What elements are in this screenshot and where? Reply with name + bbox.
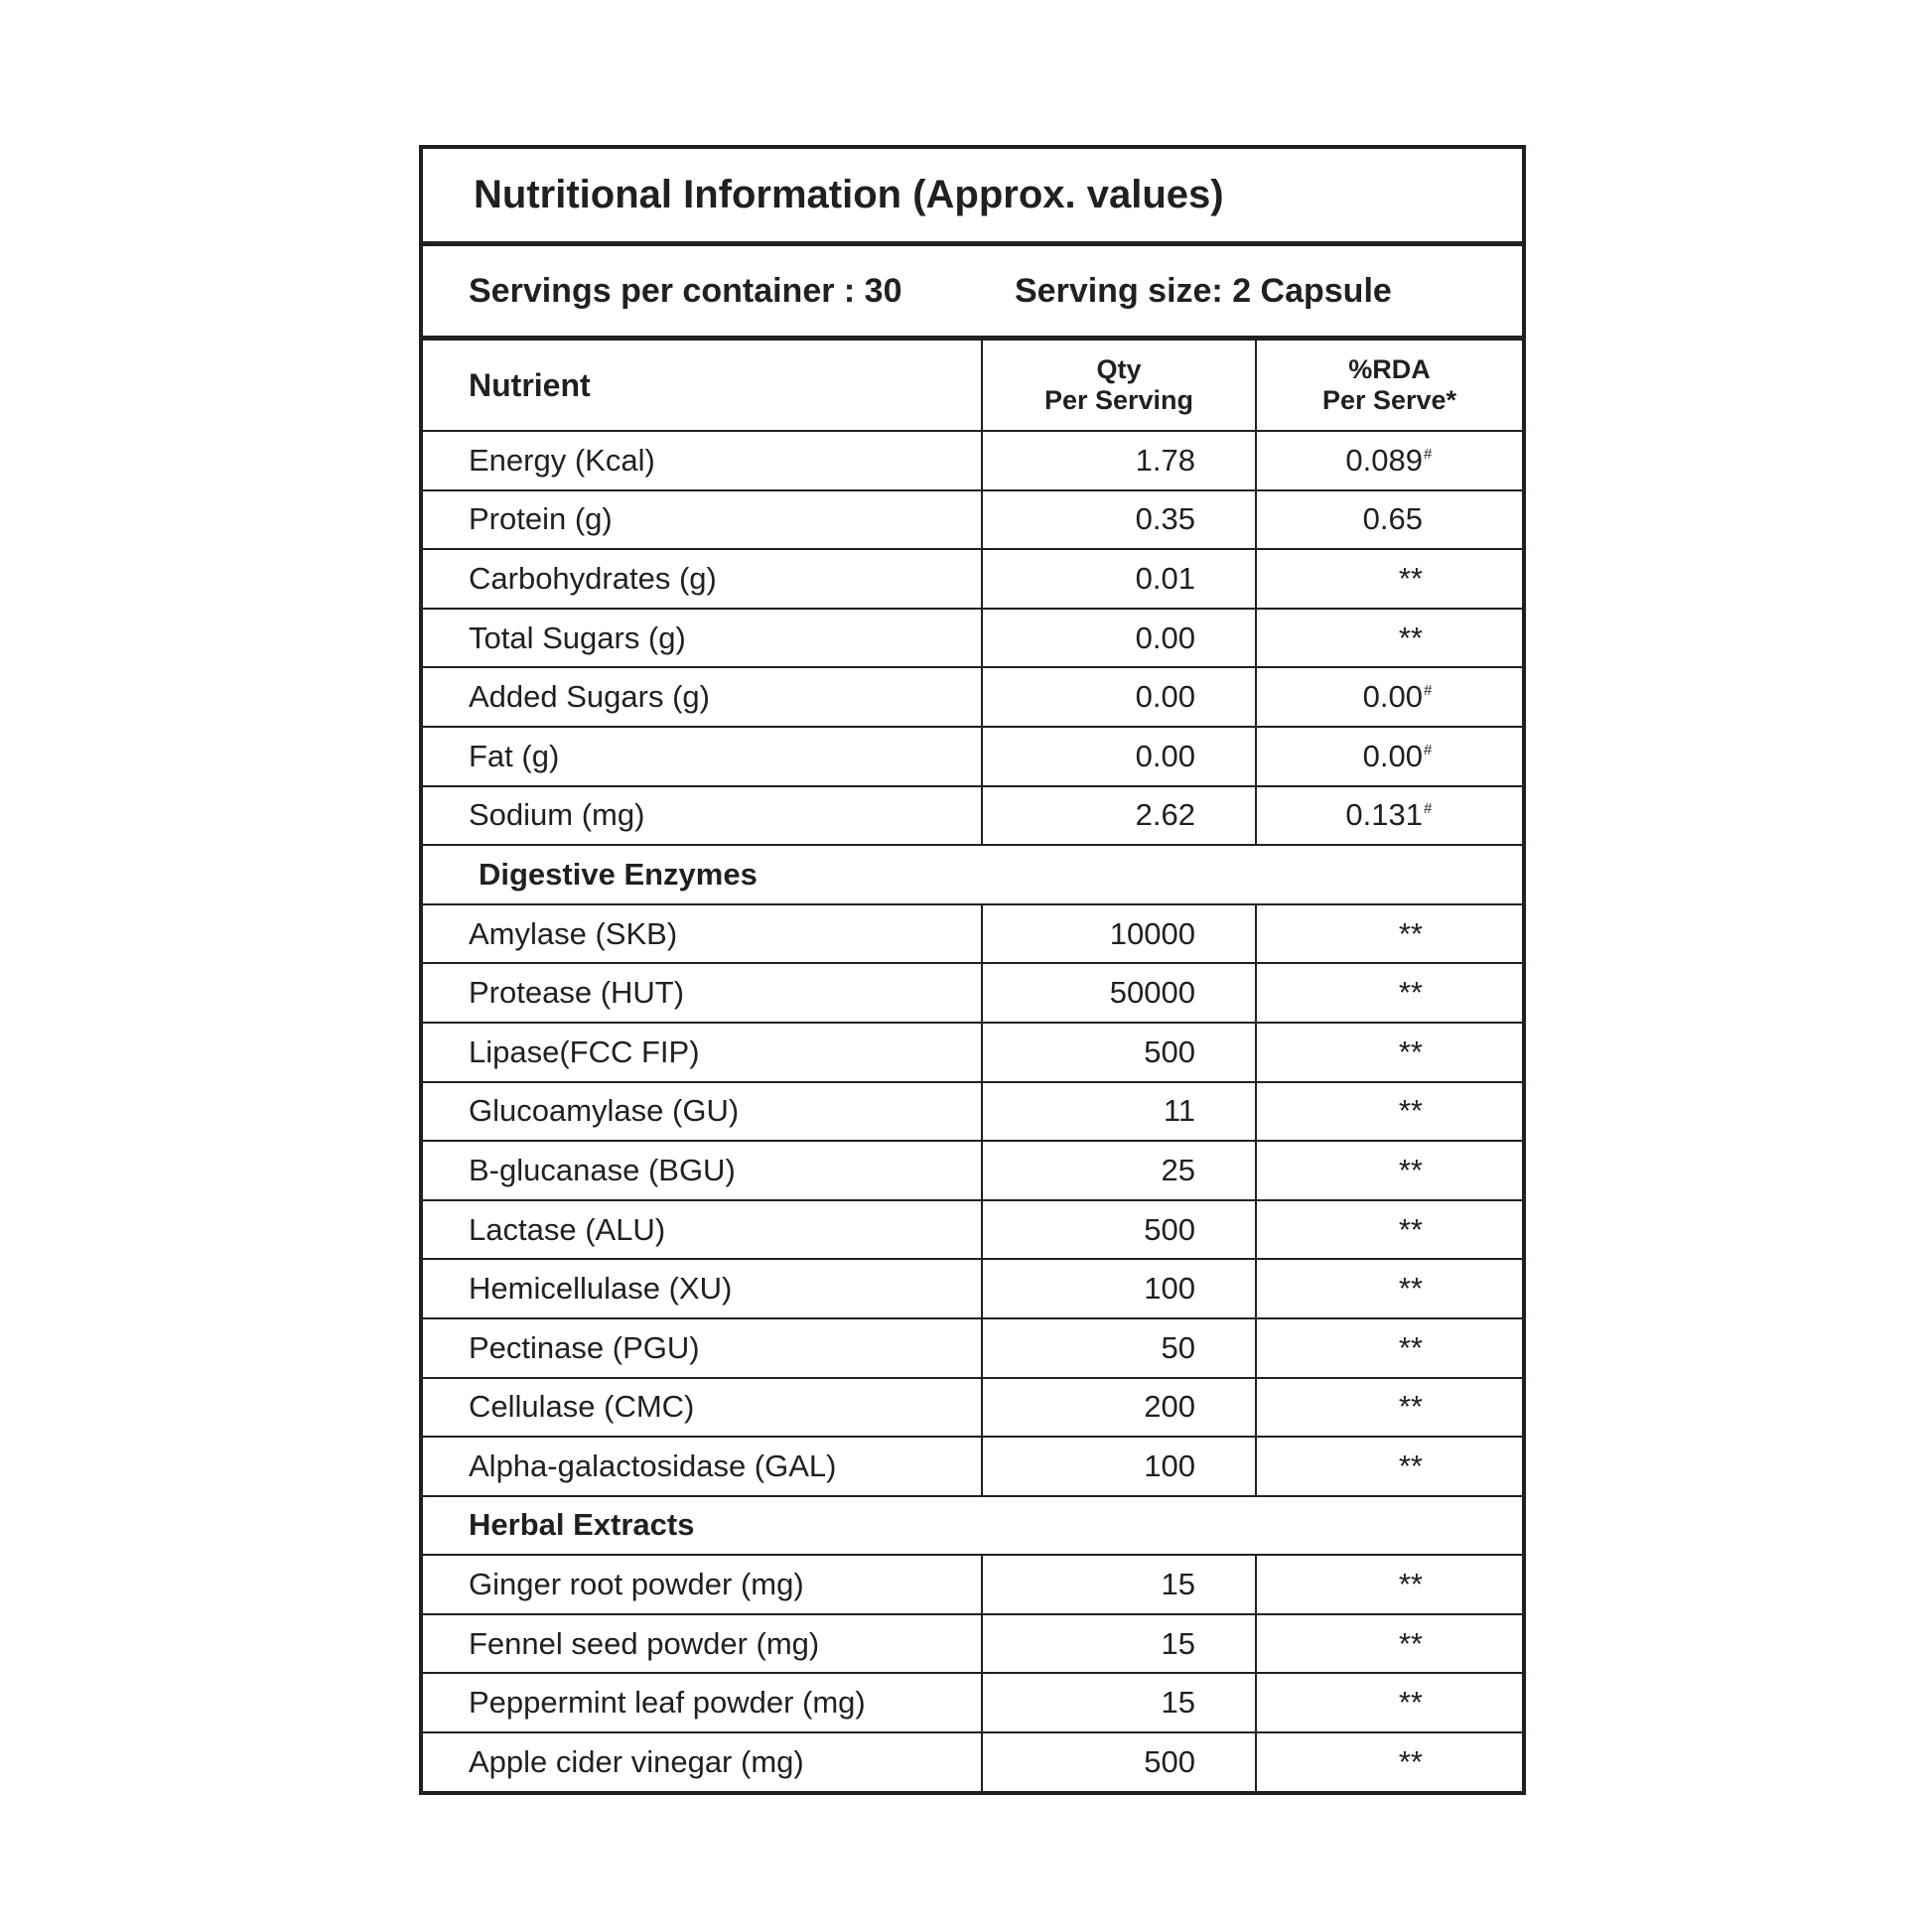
table-row [423,963,1522,1023]
rda-cell [1256,1318,1522,1378]
rda-cell [1256,1023,1522,1082]
rda-cell [1256,1082,1522,1142]
rda-cell [1256,431,1522,490]
qty-value: 11 [982,1082,1256,1142]
qty-value: 100 [982,1437,1256,1496]
nutrition-label [419,145,1526,1795]
table-row [423,1141,1522,1200]
header-rda-line2: Per Serve* [1321,385,1457,415]
table-row [423,1023,1522,1082]
table-row [423,1378,1522,1438]
qty-value: 1.78 [982,431,1256,490]
rda-cell [1256,727,1522,786]
rda-cell [1256,963,1522,1023]
qty-value: 15 [982,1673,1256,1732]
rda-cell [1256,1614,1522,1674]
rda-cell [1256,1259,1522,1318]
table-row [423,609,1522,668]
header-rda-per-serve [1256,341,1522,431]
table-row [423,1673,1522,1732]
rda-value: ** [1398,1448,1423,1483]
nutrient-name: Hemicellulase (XU) [423,1259,982,1318]
rda-cell [1256,786,1522,846]
table-row [423,549,1522,609]
qty-value: 200 [982,1378,1256,1438]
table-row [423,727,1522,786]
qty-value: 500 [982,1732,1256,1792]
qty-value: 50000 [982,963,1256,1023]
rda-value: ** [1398,1685,1423,1721]
table-row [423,904,1522,964]
rda-value: ** [1398,560,1423,596]
rda-value: 0.65 [1362,501,1423,537]
rda-cell [1256,904,1522,964]
rda-value: ** [1398,1744,1423,1780]
table-row [423,1259,1522,1318]
rda-value: ** [1398,620,1423,655]
rda-value: 0.00 [1362,738,1423,773]
rda-value: 0.089 [1345,442,1423,478]
qty-value: 500 [982,1200,1256,1260]
rda-value: ** [1398,1093,1423,1129]
section-digestive-enzymes [423,845,1522,904]
nutrient-name: Fat (g) [423,727,982,786]
nutrient-name: Protein (g) [423,490,982,550]
section-herbal-extracts-title: Herbal Extracts [423,1496,1522,1556]
qty-value: 0.00 [982,609,1256,668]
rda-cell [1256,490,1522,550]
qty-value: 0.01 [982,549,1256,609]
header-qty-line2: Per Serving [1043,385,1194,415]
rda-value: ** [1398,1389,1423,1425]
nutrient-name: Added Sugars (g) [423,667,982,727]
nutrient-name: Ginger root powder (mg) [423,1555,982,1614]
nutrient-name: Alpha-galactosidase (GAL) [423,1437,982,1496]
nutrient-name: Total Sugars (g) [423,609,982,668]
nutrient-name: Carbohydrates (g) [423,549,982,609]
nutrient-name: Energy (Kcal) [423,431,982,490]
rda-cell [1256,1732,1522,1792]
rda-cell [1256,1555,1522,1614]
section-digestive-enzymes-title: Digestive Enzymes [423,845,1522,904]
nutrient-table [423,341,1522,1792]
qty-value: 15 [982,1614,1256,1674]
rda-value: ** [1398,975,1423,1011]
table-row [423,1732,1522,1792]
table-row [423,490,1522,550]
rda-value: ** [1398,1271,1423,1307]
table-row [423,1318,1522,1378]
rda-value: ** [1398,915,1423,951]
nutrient-name: B-glucanase (BGU) [423,1141,982,1200]
table-row [423,786,1522,846]
table-row [423,1437,1522,1496]
rda-footnote-mark: # [1424,741,1433,759]
rda-cell [1256,549,1522,609]
rda-value: 0.131 [1345,797,1423,833]
rda-cell [1256,1200,1522,1260]
section-herbal-extracts [423,1496,1522,1556]
table-row [423,667,1522,727]
nutrient-name: Sodium (mg) [423,786,982,846]
table-row [423,431,1522,490]
nutrient-name: Amylase (SKB) [423,904,982,964]
table-row [423,1614,1522,1674]
rda-value: ** [1398,1625,1423,1661]
nutrient-name: Pectinase (PGU) [423,1318,982,1378]
nutrient-name: Protease (HUT) [423,963,982,1023]
rda-value: ** [1398,1329,1423,1365]
table-row [423,1555,1522,1614]
table-row [423,1082,1522,1142]
rda-cell [1256,1437,1522,1496]
rda-cell [1256,1378,1522,1438]
rda-cell [1256,667,1522,727]
rda-footnote-mark: # [1424,682,1433,700]
qty-value: 25 [982,1141,1256,1200]
nutrient-name: Apple cider vinegar (mg) [469,1744,804,1780]
rda-cell [1256,1673,1522,1732]
qty-value: 10000 [982,904,1256,964]
label-title: Nutritional Information (Approx. values) [474,173,1224,216]
label-title-row [423,149,1522,246]
qty-value: 0.00 [982,667,1256,727]
table-row [423,1200,1522,1260]
rda-footnote-mark: # [1424,445,1433,463]
header-rda-line1: %RDA [1348,354,1431,384]
serving-info-row [423,246,1522,341]
rda-cell [1256,1141,1522,1200]
header-qty-line1: Qty [1096,354,1142,384]
nutrient-name: Fennel seed powder (mg) [423,1614,982,1674]
qty-value: 50 [982,1318,1256,1378]
qty-value: 15 [982,1555,1256,1614]
header-nutrient: Nutrient [423,341,982,431]
qty-value: 100 [982,1259,1256,1318]
qty-value: 0.00 [982,727,1256,786]
qty-value: 0.35 [982,490,1256,550]
rda-value: ** [1398,1152,1423,1187]
serving-size: Serving size: 2 Capsule [1015,271,1392,310]
rda-footnote-mark: # [1424,800,1433,818]
qty-value: 2.62 [982,786,1256,846]
servings-per-container: Servings per container : 30 [469,271,902,310]
qty-value: 500 [982,1023,1256,1082]
nutrient-name: Glucoamylase (GU) [423,1082,982,1142]
nutrient-name: Lipase(FCC FIP) [423,1023,982,1082]
nutrient-name: Cellulase (CMC) [423,1378,982,1438]
nutrient-name: Lactase (ALU) [423,1200,982,1260]
header-qty-per-serving [982,341,1256,431]
nutrient-name: Peppermint leaf powder (mg) [423,1673,982,1732]
rda-value: ** [1398,1567,1423,1602]
rda-value: ** [1398,1211,1423,1247]
rda-value: 0.00 [1362,679,1423,715]
rda-value: ** [1398,1034,1423,1069]
table-header-row [423,341,1522,431]
rda-cell [1256,609,1522,668]
